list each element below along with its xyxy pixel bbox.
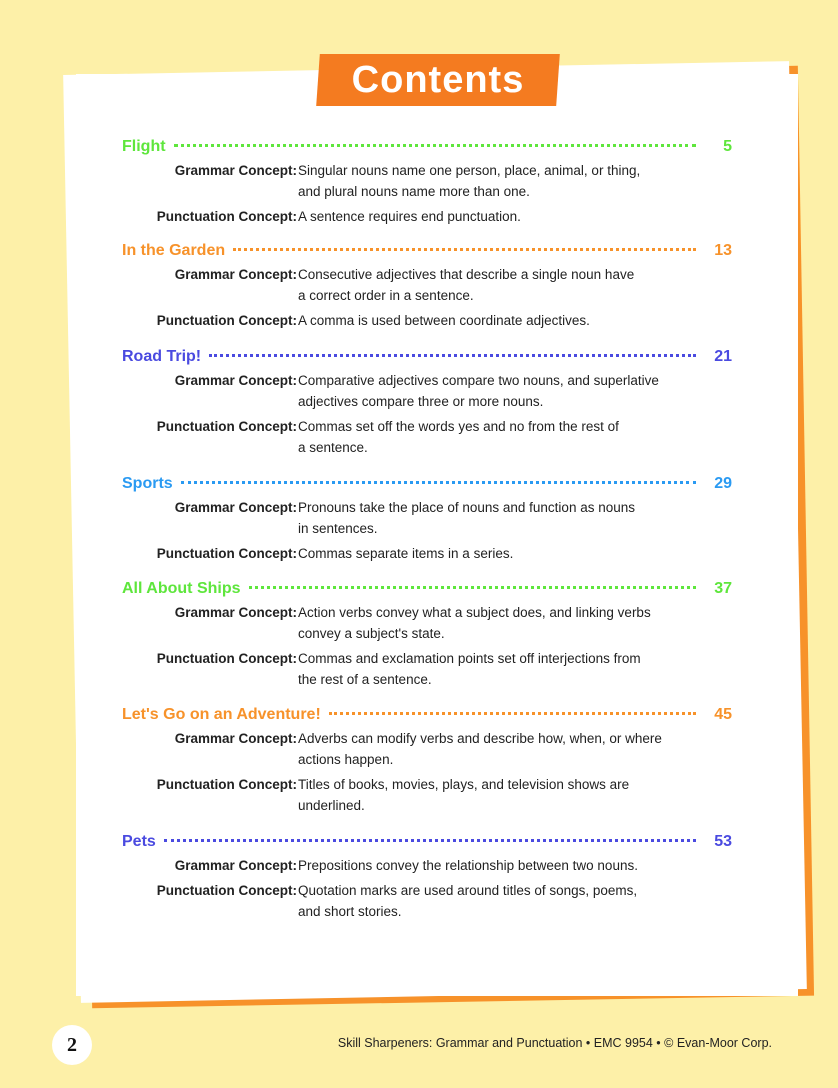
toc-entry-page: 29 bbox=[714, 475, 732, 492]
punctuation-concept-label: Punctuation Concept: bbox=[156, 546, 297, 561]
toc-entry-title: Let's Go on an Adventure! bbox=[122, 706, 321, 723]
punctuation-concept-row bbox=[122, 416, 732, 458]
punctuation-concept-label: Punctuation Concept: bbox=[156, 313, 297, 328]
punctuation-concept-text: Quotation marks are used around titles of songs, poems, and short stories. bbox=[298, 883, 638, 919]
punctuation-concept-label: Punctuation Concept: bbox=[156, 419, 297, 434]
toc-entry-title: Flight bbox=[122, 138, 166, 155]
toc-entry[interactable] bbox=[122, 580, 732, 602]
punctuation-concept-text: Commas set off the words yes and no from the rest of a sentence. bbox=[298, 419, 619, 455]
grammar-concept-label: Grammar Concept: bbox=[174, 373, 297, 388]
grammar-concept-label: Grammar Concept: bbox=[174, 731, 297, 746]
grammar-concept-label: Grammar Concept: bbox=[174, 267, 297, 282]
toc-entry[interactable] bbox=[122, 706, 732, 728]
toc-section-in-the-garden bbox=[122, 242, 732, 331]
toc-dot-leader bbox=[164, 839, 696, 842]
toc-dot-leader bbox=[209, 354, 696, 357]
toc-entry[interactable] bbox=[122, 348, 732, 370]
grammar-concept-text: Pronouns take the place of nouns and function as nouns in sentences. bbox=[298, 500, 635, 536]
grammar-concept-row bbox=[122, 370, 732, 412]
grammar-concept-text: Prepositions convey the relationship between two nouns. bbox=[298, 858, 638, 873]
toc-section-all-about-ships bbox=[122, 580, 732, 690]
grammar-concept-row bbox=[122, 497, 732, 539]
toc-entry-page: 5 bbox=[723, 138, 732, 155]
toc-entry[interactable] bbox=[122, 138, 732, 160]
punctuation-concept-text: Titles of books, movies, plays, and television shows are underlined. bbox=[298, 777, 630, 813]
grammar-concept-row bbox=[122, 160, 732, 202]
toc-entry-title: In the Garden bbox=[122, 242, 226, 259]
toc-dot-leader bbox=[174, 144, 696, 147]
toc-entry-title: All About Ships bbox=[122, 580, 241, 597]
toc-section-pets bbox=[122, 833, 732, 922]
grammar-concept-row bbox=[122, 728, 732, 770]
toc-entry[interactable] bbox=[122, 833, 732, 855]
punctuation-concept-row bbox=[122, 206, 732, 227]
punctuation-concept-row bbox=[122, 543, 732, 564]
punctuation-concept-label: Punctuation Concept: bbox=[156, 209, 297, 224]
punctuation-concept-text: A comma is used between coordinate adjectives. bbox=[298, 313, 590, 328]
toc-section-road-trip bbox=[122, 348, 732, 458]
toc-entry[interactable] bbox=[122, 242, 732, 264]
toc-dot-leader bbox=[249, 586, 696, 589]
grammar-concept-text: Consecutive adjectives that describe a single noun have a correct order in a sentence. bbox=[298, 267, 635, 303]
punctuation-concept-row bbox=[122, 310, 732, 331]
toc-entry-page: 21 bbox=[714, 348, 732, 365]
punctuation-concept-text: Commas separate items in a series. bbox=[298, 546, 514, 561]
grammar-concept-row bbox=[122, 264, 732, 306]
grammar-concept-text: Comparative adjectives compare two nouns, and superlative adjectives compare three or more nouns. bbox=[298, 373, 659, 409]
toc-section-flight bbox=[122, 138, 732, 227]
toc-entry-title: Pets bbox=[122, 833, 156, 850]
grammar-concept-label: Grammar Concept: bbox=[174, 500, 297, 515]
toc-section-lets-go-on-an-adventure bbox=[122, 706, 732, 816]
punctuation-concept-label: Punctuation Concept: bbox=[156, 883, 297, 898]
toc-dot-leader bbox=[329, 712, 696, 715]
toc-dot-leader bbox=[181, 481, 696, 484]
footer-credit: Skill Sharpeners: Grammar and Punctuation • EMC 9954 • © Evan-Moor Corp. bbox=[337, 1036, 772, 1050]
toc-entry-page: 53 bbox=[714, 833, 732, 850]
punctuation-concept-label: Punctuation Concept: bbox=[156, 777, 297, 792]
toc-entry[interactable] bbox=[122, 475, 732, 497]
page-number: 2 bbox=[52, 1025, 92, 1065]
grammar-concept-row bbox=[122, 855, 732, 876]
toc-dot-leader bbox=[233, 248, 696, 251]
toc-section-sports bbox=[122, 475, 732, 564]
page-title: Contents bbox=[351, 59, 525, 101]
grammar-concept-label: Grammar Concept: bbox=[174, 605, 297, 620]
grammar-concept-text: Singular nouns name one person, place, animal, or thing, and plural nouns name more than one. bbox=[298, 163, 641, 199]
punctuation-concept-label: Punctuation Concept: bbox=[156, 651, 297, 666]
toc-entry-title: Sports bbox=[122, 475, 173, 492]
punctuation-concept-row bbox=[122, 774, 732, 816]
grammar-concept-text: Adverbs can modify verbs and describe how, when, or where actions happen. bbox=[298, 731, 662, 767]
grammar-concept-row bbox=[122, 602, 732, 644]
punctuation-concept-row bbox=[122, 880, 732, 922]
toc-entry-page: 37 bbox=[714, 580, 732, 597]
punctuation-concept-text: A sentence requires end punctuation. bbox=[298, 209, 521, 224]
toc-entry-page: 45 bbox=[714, 706, 732, 723]
grammar-concept-text: Action verbs convey what a subject does, and linking verbs convey a subject's state. bbox=[298, 605, 651, 641]
grammar-concept-label: Grammar Concept: bbox=[174, 858, 297, 873]
toc-entry-page: 13 bbox=[714, 242, 732, 259]
punctuation-concept-text: Commas and exclamation points set off interjections from the rest of a sentence. bbox=[298, 651, 641, 687]
punctuation-concept-row bbox=[122, 648, 732, 690]
grammar-concept-label: Grammar Concept: bbox=[174, 163, 297, 178]
toc-entry-title: Road Trip! bbox=[122, 348, 202, 365]
